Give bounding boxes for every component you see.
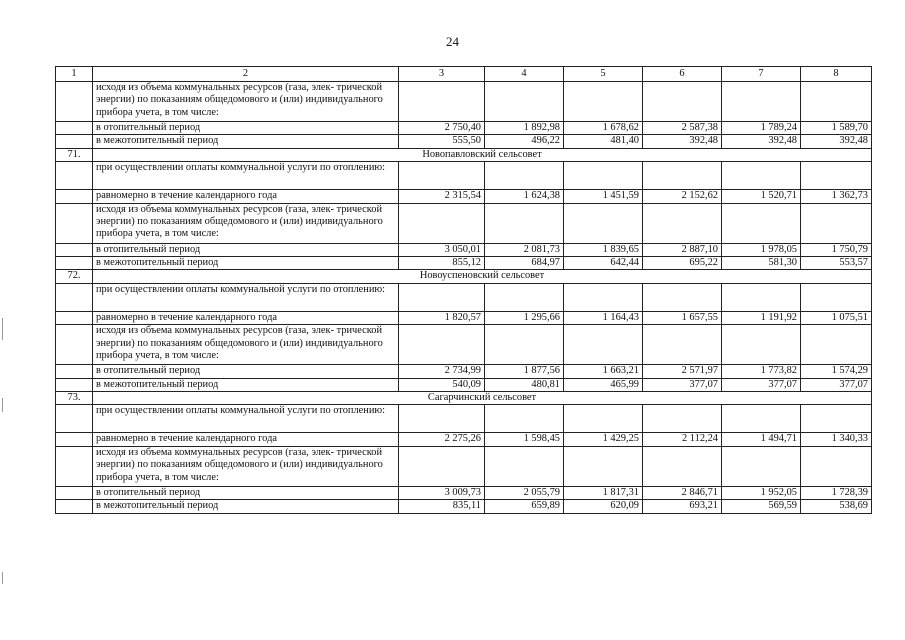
table-row: [56, 325, 872, 365]
value-cell: [485, 162, 564, 190]
index-cell: [56, 203, 93, 243]
value-cell: 1 892,98: [485, 122, 564, 135]
value-cell: [485, 446, 564, 486]
table-row: [56, 257, 872, 270]
row-label-cell: исходя из объема коммунальных ресурсов (газа, элек- трической энергии) по показаниям общедомового и (или) индивидуального прибора учета, в том числе:: [93, 203, 399, 243]
value-cell: 2 750,40: [399, 122, 485, 135]
value-cell: 1 817,31: [564, 486, 643, 499]
section-name: Новопавловский сельсовет: [93, 148, 872, 161]
value-cell: [722, 283, 801, 311]
row-label-cell: равномерно в течение календарного года: [93, 190, 399, 203]
value-cell: 659,89: [485, 500, 564, 513]
table-row: [56, 500, 872, 513]
value-cell: 392,48: [643, 135, 722, 148]
value-cell: [643, 405, 722, 433]
value-cell: [722, 162, 801, 190]
table-row: [56, 122, 872, 135]
value-cell: 1 494,71: [722, 433, 801, 446]
index-cell: [56, 82, 93, 122]
column-header: 4: [485, 67, 564, 82]
value-cell: 2 734,99: [399, 365, 485, 378]
row-label-cell: в межотопительный период: [93, 257, 399, 270]
value-cell: 377,07: [722, 378, 801, 391]
index-cell: [56, 283, 93, 311]
row-label-cell: при осуществлении оплаты коммунальной услуги по отоплению:: [93, 283, 399, 311]
section-header-row: [56, 392, 872, 405]
value-cell: [643, 162, 722, 190]
value-cell: [722, 82, 801, 122]
column-header: 8: [801, 67, 872, 82]
value-cell: 642,44: [564, 257, 643, 270]
value-cell: [722, 405, 801, 433]
value-cell: 620,09: [564, 500, 643, 513]
row-label-cell: исходя из объема коммунальных ресурсов (газа, элек- трической энергии) по показаниям общедомового и (или) индивидуального прибора учета, в том числе:: [93, 325, 399, 365]
value-cell: [801, 162, 872, 190]
index-cell: [56, 446, 93, 486]
value-cell: [485, 203, 564, 243]
value-cell: 553,57: [801, 257, 872, 270]
value-cell: 1 520,71: [722, 190, 801, 203]
index-cell: [56, 190, 93, 203]
value-cell: [399, 283, 485, 311]
value-cell: [399, 446, 485, 486]
row-label-cell: в отопительный период: [93, 486, 399, 499]
value-cell: 695,22: [643, 257, 722, 270]
value-cell: [485, 325, 564, 365]
value-cell: 1 978,05: [722, 243, 801, 256]
row-label-cell: равномерно в течение календарного года: [93, 311, 399, 324]
table-row: [56, 405, 872, 433]
value-cell: [801, 283, 872, 311]
value-cell: [399, 203, 485, 243]
value-cell: 377,07: [801, 378, 872, 391]
value-cell: [485, 283, 564, 311]
table-row: [56, 486, 872, 499]
value-cell: [722, 446, 801, 486]
value-cell: 1 574,29: [801, 365, 872, 378]
value-cell: 1 657,55: [643, 311, 722, 324]
value-cell: 2 275,26: [399, 433, 485, 446]
value-cell: 1 624,38: [485, 190, 564, 203]
value-cell: 693,21: [643, 500, 722, 513]
value-cell: [399, 405, 485, 433]
row-label-cell: в отопительный период: [93, 122, 399, 135]
column-header: 5: [564, 67, 643, 82]
value-cell: 2 887,10: [643, 243, 722, 256]
value-cell: 496,22: [485, 135, 564, 148]
value-cell: 2 587,38: [643, 122, 722, 135]
column-header: 1: [56, 67, 93, 82]
index-cell: [56, 135, 93, 148]
value-cell: [722, 325, 801, 365]
value-cell: 1 589,70: [801, 122, 872, 135]
column-header: 7: [722, 67, 801, 82]
row-label-cell: при осуществлении оплаты коммунальной услуги по отоплению:: [93, 162, 399, 190]
table-row: [56, 365, 872, 378]
value-cell: 2 152,62: [643, 190, 722, 203]
value-cell: 1 164,43: [564, 311, 643, 324]
value-cell: [399, 325, 485, 365]
value-cell: [564, 325, 643, 365]
value-cell: 1 773,82: [722, 365, 801, 378]
scan-edge-mark: [2, 572, 3, 584]
row-label-cell: в отопительный период: [93, 243, 399, 256]
row-label-cell: в межотопительный период: [93, 500, 399, 513]
value-cell: [485, 405, 564, 433]
value-cell: [801, 405, 872, 433]
value-cell: [643, 82, 722, 122]
value-cell: 2 846,71: [643, 486, 722, 499]
index-cell: [56, 243, 93, 256]
value-cell: 2 055,79: [485, 486, 564, 499]
row-label-cell: исходя из объема коммунальных ресурсов (газа, элек- трической энергии) по показаниям общедомового и (или) индивидуального прибора учета, в том числе:: [93, 82, 399, 122]
value-cell: 1 295,66: [485, 311, 564, 324]
value-cell: 392,48: [801, 135, 872, 148]
value-cell: 480,81: [485, 378, 564, 391]
value-cell: [722, 203, 801, 243]
section-index: 71.: [56, 148, 93, 161]
tariff-table: [55, 66, 872, 514]
value-cell: 1 789,24: [722, 122, 801, 135]
index-cell: [56, 365, 93, 378]
table-row: [56, 446, 872, 486]
index-cell: [56, 162, 93, 190]
value-cell: 481,40: [564, 135, 643, 148]
value-cell: 1 191,92: [722, 311, 801, 324]
section-name: Сагарчинский сельсовет: [93, 392, 872, 405]
value-cell: [643, 325, 722, 365]
table-row: [56, 203, 872, 243]
index-cell: [56, 311, 93, 324]
row-label-cell: при осуществлении оплаты коммунальной услуги по отоплению:: [93, 405, 399, 433]
index-cell: [56, 433, 93, 446]
value-cell: 392,48: [722, 135, 801, 148]
value-cell: 538,69: [801, 500, 872, 513]
table-row: [56, 378, 872, 391]
value-cell: 2 315,54: [399, 190, 485, 203]
value-cell: 540,09: [399, 378, 485, 391]
row-label-cell: исходя из объема коммунальных ресурсов (газа, элек- трической энергии) по показаниям общедомового и (или) индивидуального прибора учета, в том числе:: [93, 446, 399, 486]
value-cell: 1 750,79: [801, 243, 872, 256]
value-cell: [643, 203, 722, 243]
value-cell: [399, 162, 485, 190]
section-index: 72.: [56, 270, 93, 283]
row-label-cell: равномерно в течение календарного года: [93, 433, 399, 446]
value-cell: 1 728,39: [801, 486, 872, 499]
value-cell: 3 050,01: [399, 243, 485, 256]
page-number: 24: [446, 34, 459, 49]
table-body: [56, 67, 872, 514]
table-row: [56, 243, 872, 256]
column-number-row: [56, 67, 872, 82]
value-cell: 1 451,59: [564, 190, 643, 203]
index-cell: [56, 257, 93, 270]
value-cell: [564, 446, 643, 486]
value-cell: 1 362,73: [801, 190, 872, 203]
value-cell: 3 009,73: [399, 486, 485, 499]
value-cell: 835,11: [399, 500, 485, 513]
index-cell: [56, 122, 93, 135]
table-row: [56, 433, 872, 446]
section-name: Новоуспеновский сельсовет: [93, 270, 872, 283]
value-cell: 569,59: [722, 500, 801, 513]
table-row: [56, 190, 872, 203]
table-row: [56, 311, 872, 324]
table-row: [56, 82, 872, 122]
value-cell: 1 952,05: [722, 486, 801, 499]
value-cell: 684,97: [485, 257, 564, 270]
value-cell: 1 075,51: [801, 311, 872, 324]
value-cell: 465,99: [564, 378, 643, 391]
row-label-cell: в межотопительный период: [93, 378, 399, 391]
value-cell: [564, 162, 643, 190]
value-cell: 2 571,97: [643, 365, 722, 378]
index-cell: [56, 500, 93, 513]
column-header: 3: [399, 67, 485, 82]
index-cell: [56, 486, 93, 499]
value-cell: [485, 82, 564, 122]
value-cell: [801, 446, 872, 486]
value-cell: 1 429,25: [564, 433, 643, 446]
value-cell: [564, 203, 643, 243]
value-cell: 1 820,57: [399, 311, 485, 324]
index-cell: [56, 378, 93, 391]
value-cell: 1 839,65: [564, 243, 643, 256]
value-cell: [564, 82, 643, 122]
value-cell: 1 678,62: [564, 122, 643, 135]
section-header-row: [56, 270, 872, 283]
scan-edge-mark: [2, 318, 3, 340]
table-row: [56, 135, 872, 148]
value-cell: 1 598,45: [485, 433, 564, 446]
value-cell: [643, 446, 722, 486]
section-index: 73.: [56, 392, 93, 405]
value-cell: 1 663,21: [564, 365, 643, 378]
value-cell: [564, 405, 643, 433]
value-cell: 1 877,56: [485, 365, 564, 378]
table-row: [56, 283, 872, 311]
value-cell: 377,07: [643, 378, 722, 391]
value-cell: [399, 82, 485, 122]
index-cell: [56, 405, 93, 433]
value-cell: 581,30: [722, 257, 801, 270]
row-label-cell: в межотопительный период: [93, 135, 399, 148]
value-cell: 1 340,33: [801, 433, 872, 446]
scan-edge-mark: [2, 398, 3, 412]
value-cell: 855,12: [399, 257, 485, 270]
index-cell: [56, 325, 93, 365]
value-cell: [643, 283, 722, 311]
row-label-cell: в отопительный период: [93, 365, 399, 378]
value-cell: [801, 203, 872, 243]
value-cell: [801, 82, 872, 122]
section-header-row: [56, 148, 872, 161]
table-row: [56, 162, 872, 190]
value-cell: [801, 325, 872, 365]
value-cell: [564, 283, 643, 311]
value-cell: 555,50: [399, 135, 485, 148]
column-header: 2: [93, 67, 399, 82]
column-header: 6: [643, 67, 722, 82]
value-cell: 2 081,73: [485, 243, 564, 256]
value-cell: 2 112,24: [643, 433, 722, 446]
